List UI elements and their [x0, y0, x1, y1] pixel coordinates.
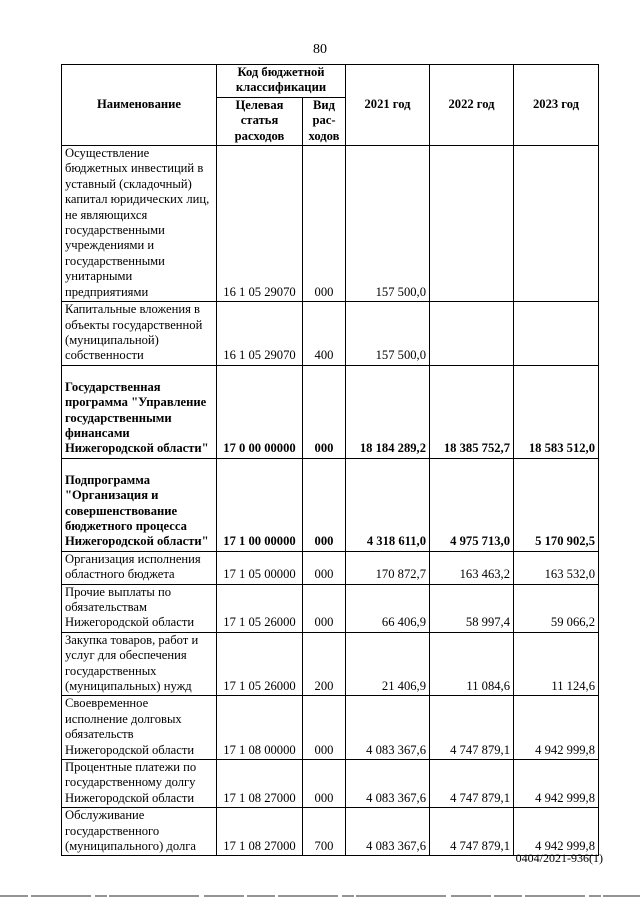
- row-2021: 4 318 611,0: [346, 458, 430, 551]
- table-row: [62, 458, 599, 551]
- page-number: 80: [313, 42, 327, 57]
- row-expense-type: 000: [303, 146, 346, 302]
- header-2021: 2021 год: [346, 65, 430, 146]
- row-name: Закупка товаров, работ и услуг для обеспечения государственных (муниципальных) нужд: [62, 632, 217, 696]
- row-name: Подпрограмма "Организация и совершенствование бюджетного процесса Нижегородской области": [62, 458, 217, 551]
- row-name: Прочие выплаты по обязательствам Нижегородской области: [62, 584, 217, 632]
- row-code: 17 1 08 27000: [217, 808, 303, 856]
- row-code: 17 1 05 26000: [217, 584, 303, 632]
- row-code: 16 1 05 29070: [217, 146, 303, 302]
- row-name: Процентные платежи по государственному долгу Нижегородской области: [62, 760, 217, 808]
- table-row: [62, 760, 599, 808]
- row-expense-type: 000: [303, 365, 346, 458]
- header-2023: 2023 год: [514, 65, 599, 146]
- row-2021: 4 083 367,6: [346, 696, 430, 760]
- row-2023: 4 942 999,8: [514, 760, 599, 808]
- table-row: [62, 302, 599, 366]
- row-code: 16 1 05 29070: [217, 302, 303, 366]
- row-2021: 66 406,9: [346, 584, 430, 632]
- row-2023: 11 124,6: [514, 632, 599, 696]
- row-2022: 58 997,4: [430, 584, 514, 632]
- table-row: [62, 551, 599, 584]
- row-expense-type: 000: [303, 696, 346, 760]
- row-2023: 18 583 512,0: [514, 365, 599, 458]
- row-expense-type: 000: [303, 584, 346, 632]
- row-2021: 18 184 289,2: [346, 365, 430, 458]
- row-name: Своевременное исполнение долговых обязательств Нижегородской области: [62, 696, 217, 760]
- row-2023: 59 066,2: [514, 584, 599, 632]
- row-2023: 5 170 902,5: [514, 458, 599, 551]
- table-row: [62, 584, 599, 632]
- row-2022: [430, 146, 514, 302]
- budget-table: [61, 64, 599, 856]
- header-2022: 2022 год: [430, 65, 514, 146]
- row-expense-type: 000: [303, 458, 346, 551]
- scan-edge-line: [0, 893, 640, 899]
- document-id: 0404/2021-936(1): [515, 851, 603, 865]
- row-name: Организация исполнения областного бюджета: [62, 551, 217, 584]
- row-expense-type: 200: [303, 632, 346, 696]
- row-code: 17 0 00 00000: [217, 365, 303, 458]
- row-name: Осуществление бюджетных инвестиций в уставный (складочный) капитал юридических лиц, не являющихся государственными учреждениями и государственными унитарными предприятиями: [62, 146, 217, 302]
- row-expense-type: 400: [303, 302, 346, 366]
- table-row: [62, 808, 599, 856]
- row-2021: 21 406,9: [346, 632, 430, 696]
- row-2022: 4 747 879,1: [430, 696, 514, 760]
- row-expense-type: 000: [303, 760, 346, 808]
- row-2023: [514, 302, 599, 366]
- header-code-group: Код бюджетной классификации: [217, 65, 346, 98]
- row-name: Государственная программа "Управление государственными финансами Нижегородской области": [62, 365, 217, 458]
- row-2022: 11 084,6: [430, 632, 514, 696]
- row-2021: 157 500,0: [346, 302, 430, 366]
- row-2021: 4 083 367,6: [346, 760, 430, 808]
- row-name: Капитальные вложения в объекты государственной (муниципальной) собственности: [62, 302, 217, 366]
- row-2023: [514, 146, 599, 302]
- row-2023: 163 532,0: [514, 551, 599, 584]
- table-row: [62, 146, 599, 302]
- row-2023: 4 942 999,8: [514, 808, 599, 856]
- row-code: 17 1 00 00000: [217, 458, 303, 551]
- row-expense-type: 700: [303, 808, 346, 856]
- row-2022: 163 463,2: [430, 551, 514, 584]
- row-code: 17 1 05 00000: [217, 551, 303, 584]
- row-code: 17 1 08 00000: [217, 696, 303, 760]
- row-2022: 4 747 879,1: [430, 760, 514, 808]
- row-2022: 4 975 713,0: [430, 458, 514, 551]
- header-name: Наименование: [62, 65, 217, 146]
- row-2022: [430, 302, 514, 366]
- row-name: Обслуживание государственного (муниципального) долга: [62, 808, 217, 856]
- row-2023: 4 942 999,8: [514, 696, 599, 760]
- header-expense-type: Вид рас-ходов: [303, 97, 346, 145]
- row-2021: 157 500,0: [346, 146, 430, 302]
- row-2021: 4 083 367,6: [346, 808, 430, 856]
- table-row: [62, 365, 599, 458]
- header-target-item: Целевая статья расходов: [217, 97, 303, 145]
- table-row: [62, 696, 599, 760]
- row-code: 17 1 05 26000: [217, 632, 303, 696]
- table-row: [62, 632, 599, 696]
- row-2021: 170 872,7: [346, 551, 430, 584]
- row-code: 17 1 08 27000: [217, 760, 303, 808]
- row-2022: 18 385 752,7: [430, 365, 514, 458]
- row-2022: 4 747 879,1: [430, 808, 514, 856]
- row-expense-type: 000: [303, 551, 346, 584]
